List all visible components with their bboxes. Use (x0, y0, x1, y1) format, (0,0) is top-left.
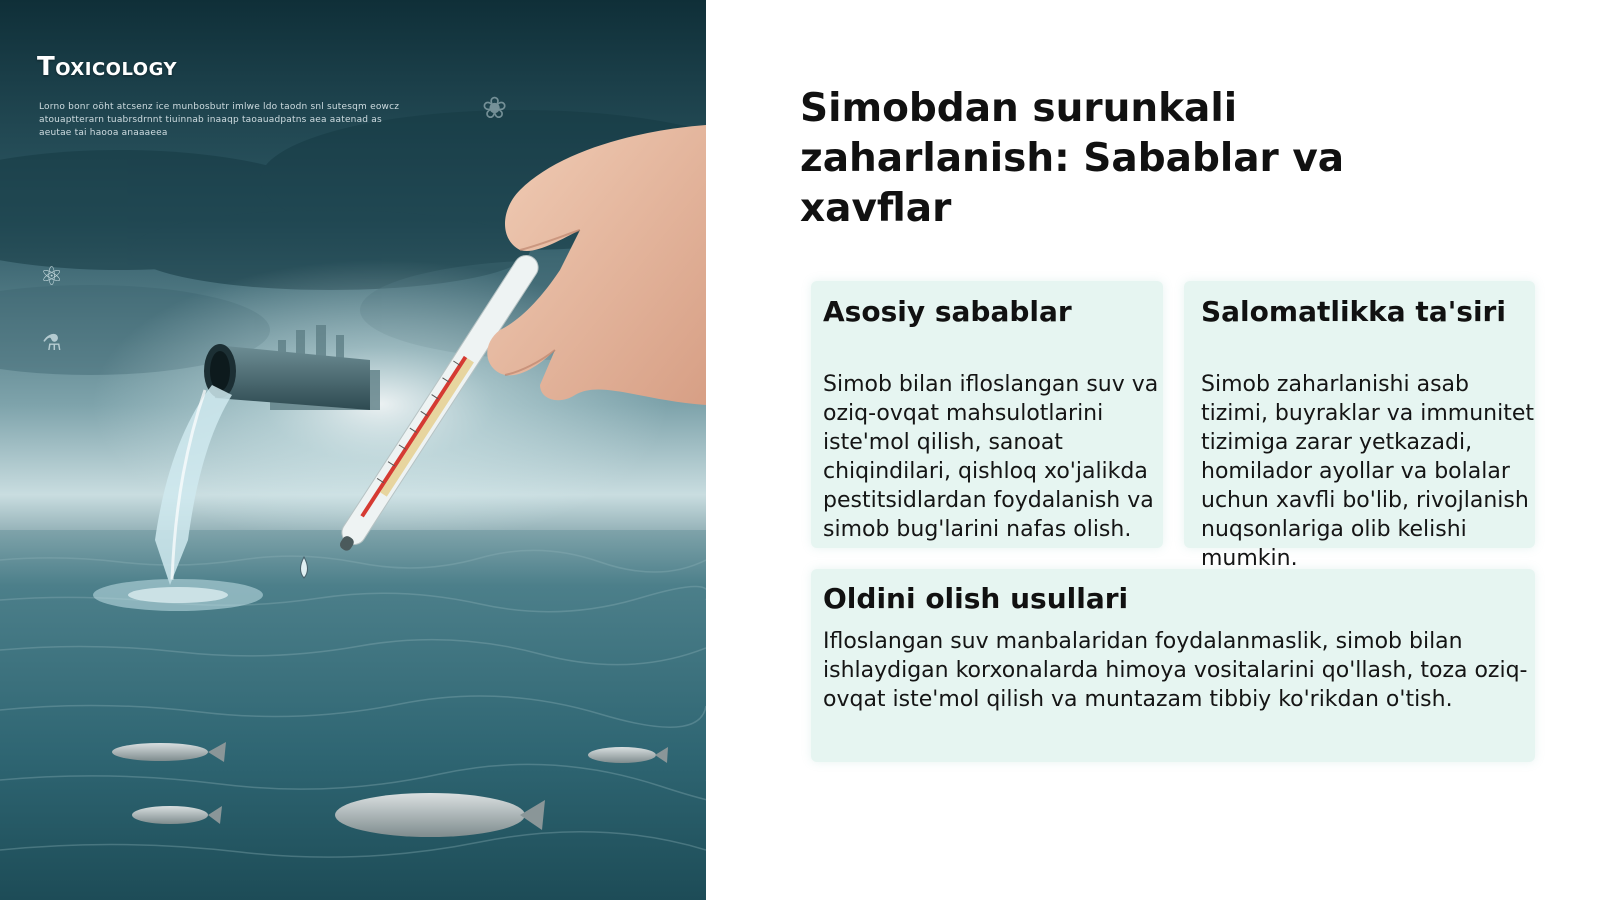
prevention-heading: Oldini olish usullari (823, 582, 1129, 615)
slide-title: Simobdan surunkali zaharlanish: Sabablar va xavflar (800, 86, 1345, 231)
svg-text:⚗: ⚗ (42, 331, 62, 356)
health-effects-heading: Salomatlikka ta'siri (1201, 295, 1506, 328)
prevention-text: Ifloslangan suv manbalaridan foydalanmaslik, simob bilan ishlaydigan korxonalarda himoya vositalarini qo'llash, toza oziq-ovqat iste'mol qilish va muntazam tibbiy ko'rikdan o'tish. (823, 629, 1528, 712)
poster-title: Toxicology (37, 52, 178, 82)
causes-heading: Asosiy sabablar (823, 295, 1072, 328)
health-effects-text: Simob zaharlanishi asab tizimi, buyraklar va immunitet tizimiga zarar yetkazadi, homilador ayollar va bolalar uchun xavfli bo'lib, rivojlanish nuqsonlariga olib kelishi mumkin. (1201, 372, 1535, 571)
poster-image (0, 0, 706, 900)
poster-blurb: Lorno bonr oöht atcsenz ice munbosbutr imlwe ldo taodn snl sutesqm eowcz atouaptterarn tuabrsdrnnt tiuinnab inaaqp taoauadpatns aea aatenad as aeutae tai haooa anaaaeea (39, 102, 400, 138)
svg-text:⚛: ⚛ (40, 262, 64, 292)
causes-text: Simob bilan ifloslangan suv va oziq-ovqat mahsulotlarini iste'mol qilish, sanoat chiqindilari, qishloq xo'jalikda pestitsidlardan foydalanish va simob bug'larini nafas olish. (823, 372, 1159, 542)
svg-text:❀: ❀ (482, 91, 508, 126)
